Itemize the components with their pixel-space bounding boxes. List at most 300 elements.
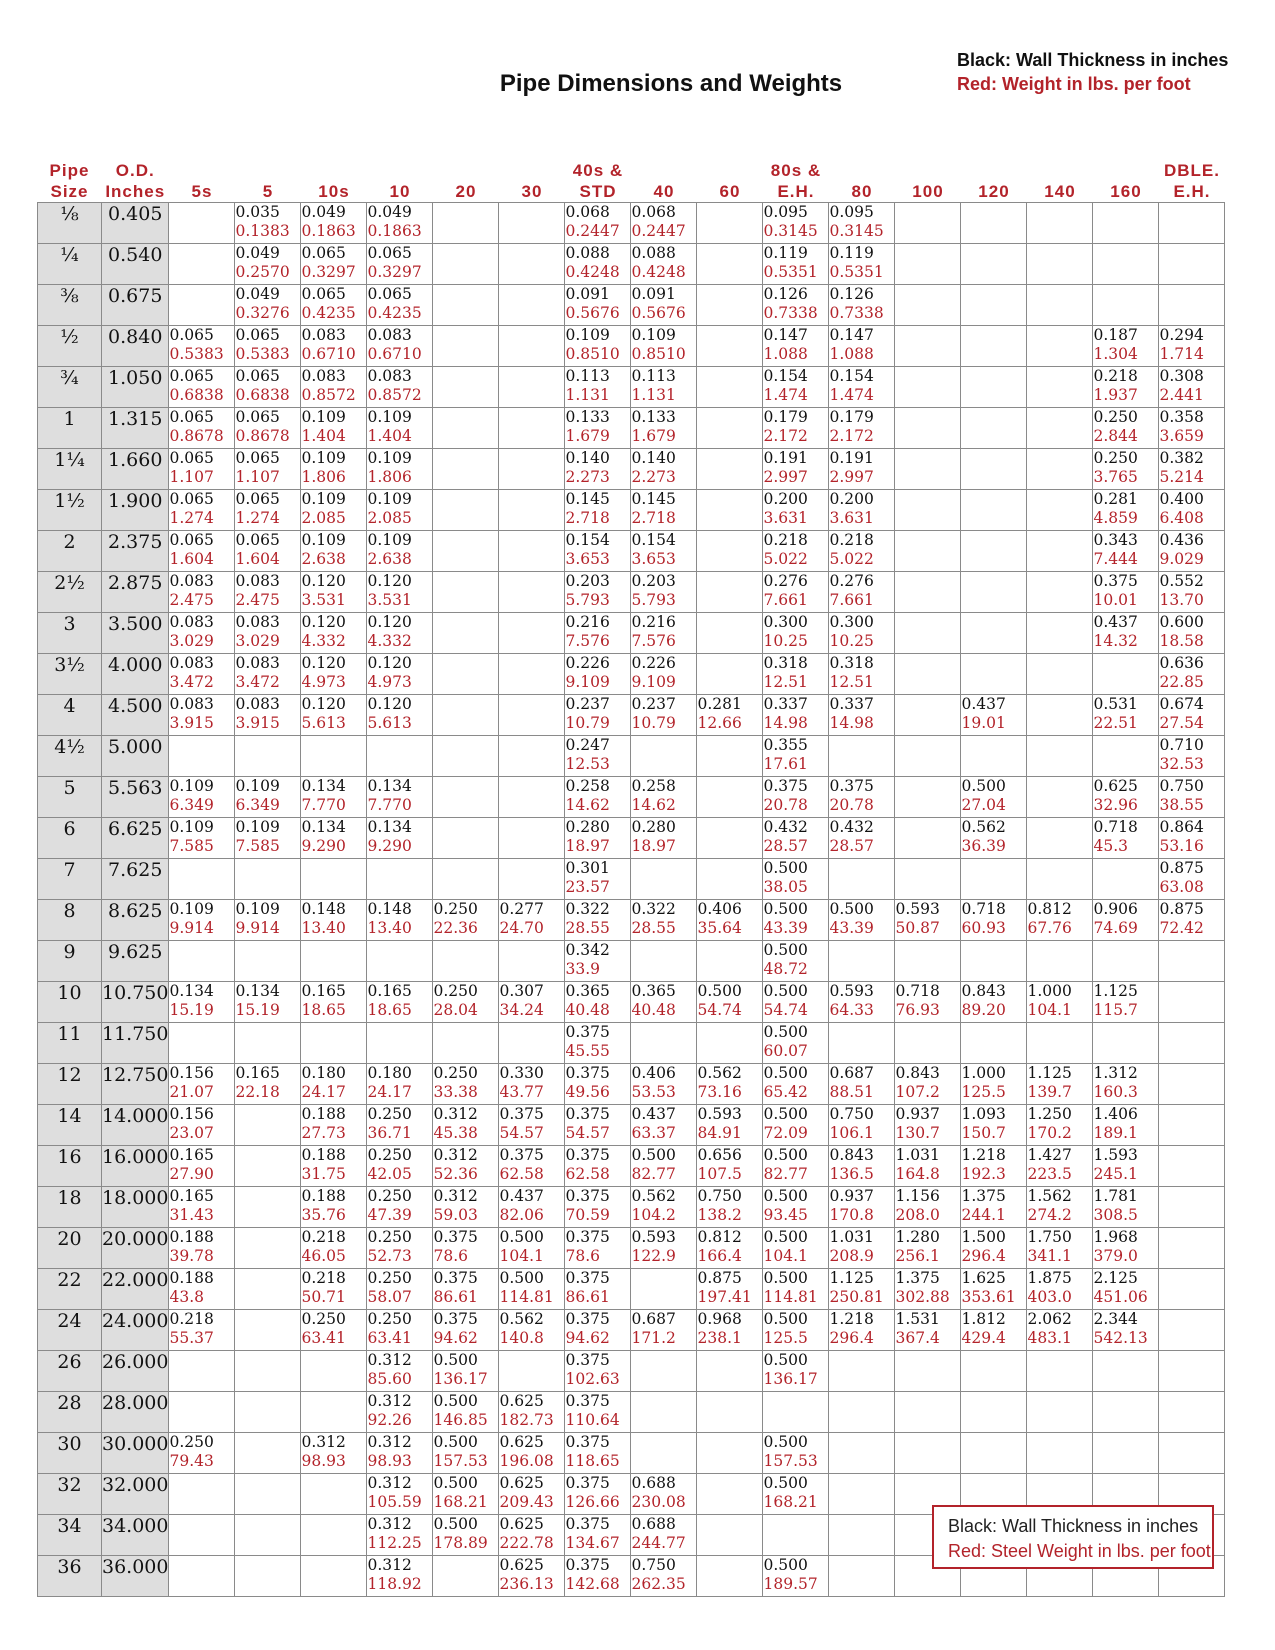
schedule-cell — [565, 1310, 631, 1351]
schedule-cell — [565, 1064, 631, 1105]
schedule-cell — [697, 654, 763, 695]
schedule-cell — [433, 859, 499, 900]
wall-thickness: 0.312 — [367, 1392, 412, 1410]
wall-thickness: 0.095 — [763, 203, 808, 221]
wall-thickness: 1.406 — [1093, 1105, 1138, 1123]
schedule-cell — [433, 1310, 499, 1351]
wall-thickness: 0.109 — [301, 408, 346, 426]
wall-thickness: 1.562 — [1027, 1187, 1072, 1205]
schedule-cell — [1093, 1105, 1159, 1146]
schedule-cell — [1027, 367, 1093, 408]
schedule-cell — [763, 900, 829, 941]
schedule-cell — [697, 1433, 763, 1474]
weight-per-foot: 1.107 — [235, 468, 280, 486]
schedule-cell — [499, 203, 565, 244]
wall-thickness: 0.065 — [235, 408, 280, 426]
schedule-cell — [367, 449, 433, 490]
wall-thickness: 0.109 — [367, 408, 412, 426]
schedule-cell — [367, 1474, 433, 1515]
weight-per-foot: 27.73 — [301, 1124, 346, 1142]
schedule-cell — [631, 613, 697, 654]
wall-thickness: 0.109 — [367, 449, 412, 467]
schedule-cell — [895, 285, 961, 326]
schedule-cell — [499, 326, 565, 367]
schedule-cell — [829, 531, 895, 572]
wall-thickness: 0.593 — [631, 1228, 676, 1246]
wall-thickness: 0.322 — [565, 900, 610, 918]
weight-per-foot: 7.770 — [301, 796, 346, 814]
schedule-cell — [169, 326, 235, 367]
weight-per-foot: 9.029 — [1159, 550, 1204, 568]
schedule-cell — [1159, 982, 1225, 1023]
schedule-cell — [697, 941, 763, 982]
weight-per-foot: 24.17 — [367, 1083, 412, 1101]
wall-thickness: 0.500 — [763, 1474, 808, 1492]
schedule-cell — [499, 695, 565, 736]
weight-per-foot: 139.7 — [1027, 1083, 1072, 1101]
weight-per-foot: 3.531 — [367, 591, 412, 609]
wall-thickness: 0.593 — [697, 1105, 742, 1123]
schedule-cell — [895, 572, 961, 613]
schedule-cell — [1159, 1146, 1225, 1187]
wall-thickness: 0.375 — [565, 1228, 610, 1246]
schedule-cell — [1027, 1269, 1093, 1310]
wall-thickness: 0.382 — [1159, 449, 1204, 467]
schedule-cell — [961, 244, 1027, 285]
schedule-cell — [895, 941, 961, 982]
weight-per-foot: 32.96 — [1093, 796, 1138, 814]
table-row — [38, 695, 1225, 736]
wall-thickness: 0.294 — [1159, 326, 1204, 344]
wall-thickness: 0.188 — [301, 1146, 346, 1164]
schedule-cell — [895, 736, 961, 777]
schedule-cell — [301, 1433, 367, 1474]
schedule-cell — [301, 859, 367, 900]
wall-thickness: 0.088 — [631, 244, 676, 262]
schedule-cell — [1027, 1228, 1093, 1269]
wall-thickness: 0.312 — [367, 1515, 412, 1533]
wall-thickness: 0.375 — [565, 1474, 610, 1492]
schedule-cell — [433, 490, 499, 531]
table-row — [38, 490, 1225, 531]
outer-diameter-cell: 0.840 — [102, 326, 169, 367]
schedule-cell — [631, 859, 697, 900]
weight-per-foot: 22.51 — [1093, 714, 1138, 732]
weight-per-foot: 23.57 — [565, 878, 610, 896]
wall-thickness: 0.203 — [565, 572, 610, 590]
schedule-cell — [565, 531, 631, 572]
outer-diameter-cell: 6.625 — [102, 818, 169, 859]
schedule-cell — [961, 203, 1027, 244]
wall-thickness: 0.147 — [763, 326, 808, 344]
pipe-size-cell: 1¼ — [38, 449, 102, 490]
weight-per-foot: 157.53 — [763, 1452, 818, 1470]
outer-diameter-cell: 0.405 — [102, 203, 169, 244]
wall-thickness: 0.134 — [301, 777, 346, 795]
wall-thickness: 0.375 — [763, 777, 808, 795]
schedule-cell — [499, 367, 565, 408]
weight-per-foot: 4.332 — [367, 632, 412, 650]
weight-per-foot: 67.76 — [1027, 919, 1072, 937]
wall-thickness: 0.109 — [169, 777, 214, 795]
schedule-cell — [301, 1023, 367, 1064]
wall-thickness: 1.375 — [961, 1187, 1006, 1205]
weight-per-foot: 125.5 — [763, 1329, 808, 1347]
schedule-cell — [763, 654, 829, 695]
schedule-cell — [169, 777, 235, 818]
table-row — [38, 244, 1225, 285]
weight-per-foot: 22.36 — [433, 919, 478, 937]
weight-per-foot: 168.21 — [763, 1493, 818, 1511]
schedule-cell — [499, 408, 565, 449]
wall-thickness: 0.065 — [169, 449, 214, 467]
weight-per-foot: 182.73 — [499, 1411, 554, 1429]
weight-per-foot: 65.42 — [763, 1083, 808, 1101]
schedule-cell — [565, 1228, 631, 1269]
pipe-size-cell: 34 — [38, 1515, 102, 1556]
weight-per-foot: 52.73 — [367, 1247, 412, 1265]
schedule-cell — [169, 531, 235, 572]
weight-per-foot: 48.72 — [763, 960, 808, 978]
wall-thickness: 0.600 — [1159, 613, 1204, 631]
weight-per-foot: 22.18 — [235, 1083, 280, 1101]
weight-per-foot: 54.74 — [763, 1001, 808, 1019]
weight-per-foot: 104.2 — [631, 1206, 676, 1224]
wall-thickness: 0.500 — [763, 1228, 808, 1246]
weight-per-foot: 107.5 — [697, 1165, 742, 1183]
schedule-cell — [565, 777, 631, 818]
schedule-cell — [961, 941, 1027, 982]
wall-thickness: 0.083 — [169, 654, 214, 672]
schedule-cell — [433, 531, 499, 572]
schedule-cell — [829, 1515, 895, 1556]
table-row — [38, 1310, 1225, 1351]
schedule-cell — [499, 1310, 565, 1351]
schedule-cell — [235, 244, 301, 285]
table-row — [38, 1433, 1225, 1474]
schedule-cell — [829, 367, 895, 408]
schedule-cell — [895, 1351, 961, 1392]
schedule-cell — [235, 1105, 301, 1146]
weight-per-foot: 118.92 — [367, 1575, 422, 1593]
schedule-cell — [961, 285, 1027, 326]
wall-thickness: 0.280 — [565, 818, 610, 836]
schedule-cell — [763, 941, 829, 982]
wall-thickness: 0.301 — [565, 859, 610, 877]
schedule-cell — [169, 1105, 235, 1146]
schedule-cell — [631, 1474, 697, 1515]
weight-per-foot: 197.41 — [697, 1288, 752, 1306]
wall-thickness: 0.049 — [235, 285, 280, 303]
schedule-cell — [895, 1433, 961, 1474]
wall-thickness: 0.375 — [565, 1351, 610, 1369]
wall-thickness: 0.065 — [169, 531, 214, 549]
schedule-cell — [763, 449, 829, 490]
schedule-cell — [697, 1392, 763, 1433]
schedule-cell — [367, 1187, 433, 1228]
schedule-cell — [763, 1269, 829, 1310]
schedule-cell — [961, 572, 1027, 613]
weight-per-foot: 88.51 — [829, 1083, 874, 1101]
schedule-cell — [565, 572, 631, 613]
wall-thickness: 0.500 — [763, 1310, 808, 1328]
weight-per-foot: 115.7 — [1093, 1001, 1138, 1019]
schedule-cell — [1093, 777, 1159, 818]
schedule-cell — [829, 654, 895, 695]
schedule-cell — [367, 367, 433, 408]
schedule-cell — [433, 1228, 499, 1269]
weight-per-foot: 10.01 — [1093, 591, 1138, 609]
weight-per-foot: 2.475 — [169, 591, 214, 609]
wall-thickness: 0.687 — [631, 1310, 676, 1328]
weight-per-foot: 18.65 — [301, 1001, 346, 1019]
wall-thickness: 0.337 — [763, 695, 808, 713]
weight-per-foot: 3.472 — [169, 673, 214, 691]
wall-thickness: 0.179 — [763, 408, 808, 426]
schedule-cell — [235, 777, 301, 818]
schedule-cell — [829, 1269, 895, 1310]
wall-thickness: 1.031 — [895, 1146, 940, 1164]
schedule-cell — [367, 613, 433, 654]
wall-thickness: 0.500 — [763, 1269, 808, 1287]
outer-diameter-cell: 5.000 — [102, 736, 169, 777]
schedule-cell — [631, 1310, 697, 1351]
weight-per-foot: 160.3 — [1093, 1083, 1138, 1101]
weight-per-foot: 302.88 — [895, 1288, 950, 1306]
schedule-cell — [763, 1515, 829, 1556]
schedule-cell — [367, 244, 433, 285]
weight-per-foot: 82.77 — [763, 1165, 808, 1183]
column-header: 140 — [1044, 182, 1076, 201]
schedule-cell — [1093, 900, 1159, 941]
wall-thickness: 1.280 — [895, 1228, 940, 1246]
weight-per-foot: 0.2447 — [631, 222, 686, 240]
schedule-cell — [631, 1433, 697, 1474]
schedule-cell — [1027, 244, 1093, 285]
legend-box-black: Black: Wall Thickness in inches — [948, 1516, 1199, 1536]
schedule-cell — [301, 1515, 367, 1556]
schedule-cell — [697, 531, 763, 572]
weight-per-foot: 3.631 — [829, 509, 874, 527]
weight-per-foot: 0.4248 — [631, 263, 686, 281]
pipe-size-cell: 1 — [38, 408, 102, 449]
weight-per-foot: 1.274 — [235, 509, 280, 527]
schedule-cell — [763, 203, 829, 244]
schedule-cell — [763, 326, 829, 367]
schedule-cell — [895, 490, 961, 531]
wall-thickness: 1.031 — [829, 1228, 874, 1246]
schedule-cell — [169, 982, 235, 1023]
weight-per-foot: 192.3 — [961, 1165, 1006, 1183]
pipe-size-cell: 26 — [38, 1351, 102, 1392]
weight-per-foot: 34.24 — [499, 1001, 544, 1019]
weight-per-foot: 1.131 — [631, 386, 676, 404]
wall-thickness: 0.342 — [565, 941, 610, 959]
wall-thickness: 0.083 — [235, 695, 280, 713]
schedule-cell — [1027, 1105, 1093, 1146]
schedule-cell — [895, 654, 961, 695]
weight-per-foot: 1.679 — [631, 427, 676, 445]
table-row — [38, 613, 1225, 654]
schedule-cell — [433, 449, 499, 490]
schedule-cell — [1093, 695, 1159, 736]
schedule-cell — [631, 1023, 697, 1064]
column-header: DBLE. E.H. — [1163, 161, 1220, 201]
schedule-cell — [1159, 1064, 1225, 1105]
schedule-cell — [235, 1269, 301, 1310]
schedule-cell — [565, 1187, 631, 1228]
wall-thickness: 0.258 — [631, 777, 676, 795]
schedule-cell — [961, 1310, 1027, 1351]
weight-per-foot: 0.3145 — [763, 222, 818, 240]
wall-thickness: 0.593 — [895, 900, 940, 918]
wall-thickness: 0.562 — [631, 1187, 676, 1205]
weight-per-foot: 78.6 — [565, 1247, 600, 1265]
wall-thickness: 0.375 — [565, 1187, 610, 1205]
schedule-cell — [1093, 449, 1159, 490]
weight-per-foot: 14.62 — [631, 796, 676, 814]
pipe-size-cell: ¼ — [38, 244, 102, 285]
schedule-cell — [169, 1146, 235, 1187]
schedule-cell — [961, 1351, 1027, 1392]
schedule-cell — [1159, 1433, 1225, 1474]
wall-thickness: 0.165 — [169, 1146, 214, 1164]
wall-thickness: 0.156 — [169, 1064, 214, 1082]
schedule-cell — [697, 736, 763, 777]
weight-per-foot: 0.6838 — [169, 386, 224, 404]
weight-per-foot: 2.475 — [235, 591, 280, 609]
schedule-cell — [565, 982, 631, 1023]
weight-per-foot: 76.93 — [895, 1001, 940, 1019]
wall-thickness: 0.065 — [169, 408, 214, 426]
weight-per-foot: 114.81 — [763, 1288, 818, 1306]
schedule-cell — [367, 1515, 433, 1556]
outer-diameter-cell: 3.500 — [102, 613, 169, 654]
schedule-cell — [631, 1515, 697, 1556]
wall-thickness: 0.500 — [433, 1392, 478, 1410]
weight-per-foot: 150.7 — [961, 1124, 1006, 1142]
column-header: 10 — [389, 182, 411, 201]
weight-per-foot: 1.714 — [1159, 345, 1204, 363]
wall-thickness: 0.718 — [961, 900, 1006, 918]
weight-per-foot: 9.290 — [367, 837, 412, 855]
weight-per-foot: 341.1 — [1027, 1247, 1072, 1265]
weight-per-foot: 170.8 — [829, 1206, 874, 1224]
schedule-cell — [697, 408, 763, 449]
weight-per-foot: 2.085 — [367, 509, 412, 527]
wall-thickness: 0.276 — [829, 572, 874, 590]
schedule-cell — [433, 1187, 499, 1228]
schedule-cell — [1027, 531, 1093, 572]
wall-thickness: 0.937 — [895, 1105, 940, 1123]
wall-thickness: 0.812 — [697, 1228, 742, 1246]
weight-per-foot: 104.1 — [1027, 1001, 1072, 1019]
schedule-cell — [1027, 695, 1093, 736]
wall-thickness: 0.843 — [961, 982, 1006, 1000]
schedule-cell — [499, 1556, 565, 1597]
schedule-cell — [829, 285, 895, 326]
wall-thickness: 0.812 — [1027, 900, 1072, 918]
wall-thickness: 0.165 — [301, 982, 346, 1000]
schedule-cell — [697, 326, 763, 367]
schedule-cell — [565, 408, 631, 449]
wall-thickness: 0.109 — [169, 818, 214, 836]
schedule-cell — [829, 490, 895, 531]
schedule-cell — [235, 490, 301, 531]
schedule-cell — [235, 408, 301, 449]
wall-thickness: 0.035 — [235, 203, 280, 221]
schedule-cell — [367, 736, 433, 777]
schedule-cell — [235, 613, 301, 654]
wall-thickness: 0.375 — [1093, 572, 1138, 590]
weight-per-foot: 3.029 — [235, 632, 280, 650]
schedule-cell — [1027, 1433, 1093, 1474]
schedule-cell — [1159, 531, 1225, 572]
column-header: Pipe Size — [49, 161, 90, 201]
wall-thickness: 0.065 — [235, 490, 280, 508]
wall-thickness: 0.083 — [301, 326, 346, 344]
table-row — [38, 1228, 1225, 1269]
schedule-cell — [829, 572, 895, 613]
wall-thickness: 0.312 — [367, 1556, 412, 1574]
schedule-cell — [1027, 449, 1093, 490]
schedule-cell — [235, 449, 301, 490]
schedule-cell — [367, 1310, 433, 1351]
schedule-cell — [235, 1228, 301, 1269]
wall-thickness: 0.750 — [697, 1187, 742, 1205]
schedule-cell — [1093, 1433, 1159, 1474]
schedule-cell — [565, 736, 631, 777]
schedule-cell — [961, 1187, 1027, 1228]
schedule-cell — [631, 531, 697, 572]
column-header: 80 — [851, 182, 873, 201]
wall-thickness: 1.750 — [1027, 1228, 1072, 1246]
schedule-cell — [499, 654, 565, 695]
outer-diameter-cell: 4.000 — [102, 654, 169, 695]
weight-per-foot: 157.53 — [433, 1452, 488, 1470]
outer-diameter-cell: 16.000 — [102, 1146, 169, 1187]
wall-thickness: 0.126 — [829, 285, 874, 303]
wall-thickness: 0.218 — [169, 1310, 214, 1328]
weight-per-foot: 1.404 — [367, 427, 412, 445]
schedule-cell — [763, 1351, 829, 1392]
weight-per-foot: 79.43 — [169, 1452, 214, 1470]
schedule-cell — [301, 941, 367, 982]
table-row — [38, 1392, 1225, 1433]
schedule-cell — [631, 490, 697, 531]
column-header: 30 — [521, 182, 543, 201]
wall-thickness: 0.165 — [235, 1064, 280, 1082]
wall-thickness: 1.593 — [1093, 1146, 1138, 1164]
pipe-size-cell: 4 — [38, 695, 102, 736]
schedule-cell — [961, 326, 1027, 367]
schedule-cell — [169, 818, 235, 859]
wall-thickness: 0.300 — [763, 613, 808, 631]
schedule-cell — [499, 1023, 565, 1064]
schedule-cell — [235, 1515, 301, 1556]
weight-per-foot: 38.05 — [763, 878, 808, 896]
table-row — [38, 654, 1225, 695]
schedule-cell — [829, 1228, 895, 1269]
schedule-cell — [1093, 1228, 1159, 1269]
wall-thickness: 0.500 — [763, 1556, 808, 1574]
legend-top-red: Red: Weight in lbs. per foot — [957, 74, 1191, 94]
table-row — [38, 1351, 1225, 1392]
schedule-cell — [301, 1556, 367, 1597]
wall-thickness: 2.125 — [1093, 1269, 1138, 1287]
weight-per-foot: 73.16 — [697, 1083, 742, 1101]
wall-thickness: 0.065 — [235, 531, 280, 549]
